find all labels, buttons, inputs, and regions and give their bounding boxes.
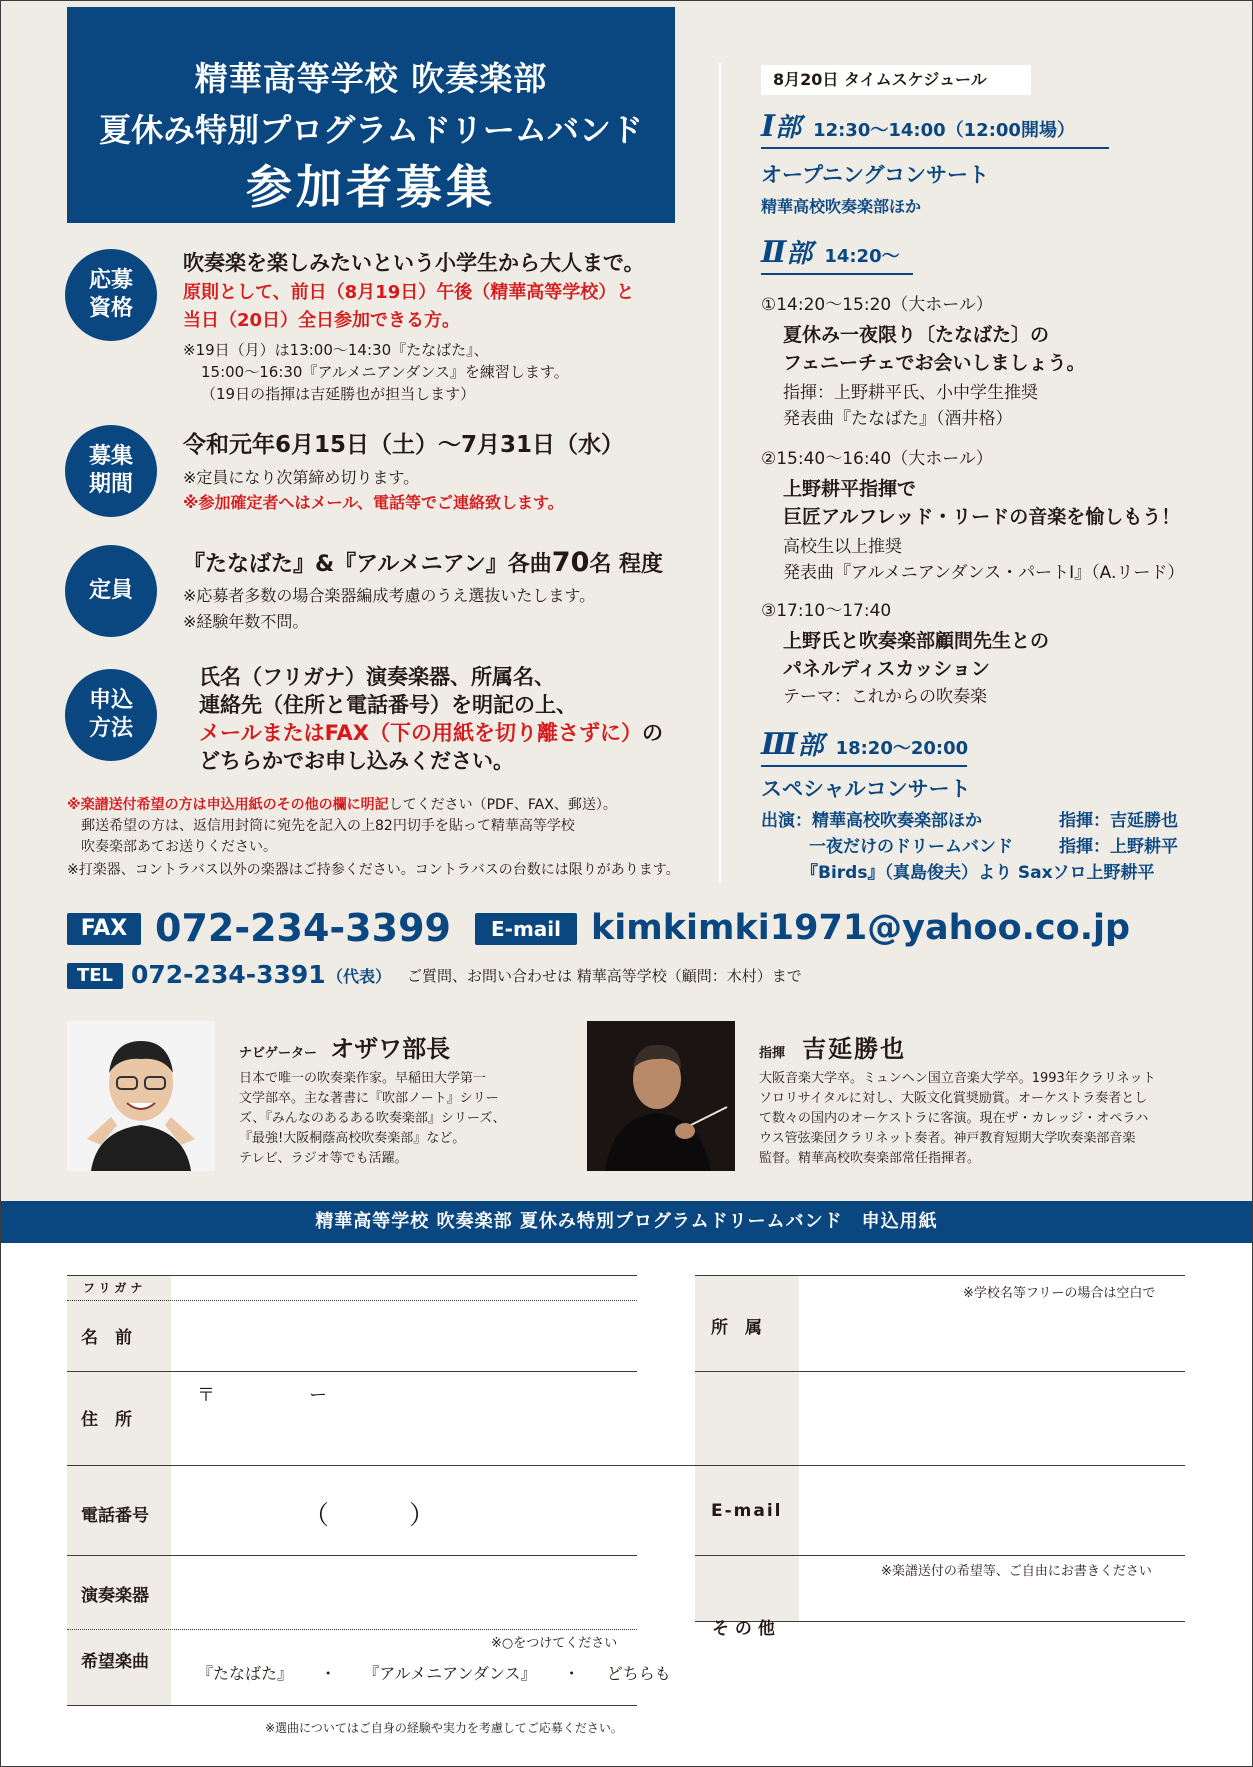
header-title: 参加者募集 (246, 160, 496, 214)
capacity-note1: ※応募者多数の場合楽器編成考慮のうえ選抜いたします。 (183, 586, 596, 605)
part1-sub: 精華高校吹奏楽部ほか (761, 197, 922, 216)
navigator-photo (67, 1021, 215, 1171)
fax-number[interactable]: 072-234-3399 (155, 906, 451, 950)
part1-bu: 部 (775, 113, 802, 143)
form-line (67, 1371, 637, 1372)
part2-time: 14:20〜 (824, 246, 900, 267)
other-input[interactable] (801, 1560, 1183, 1618)
furigana-field[interactable] (173, 1277, 633, 1299)
instrument-label: 演奏楽器 (81, 1586, 149, 1606)
other-note: ※楽譜送付の希望等、ご自由にお書きください (881, 1564, 1152, 1579)
session2-detail2: 発表曲『アルメニアンダンス・パートⅠ』（A.リード） (783, 563, 1185, 583)
email-label: E-mail (475, 913, 577, 945)
period-main: 令和元年6月15日（土）〜7月31日（水） (183, 432, 625, 458)
footnote-3: 吹奏楽部あてお送りください。 (81, 839, 277, 855)
phone-field[interactable] (173, 1469, 633, 1553)
tel-number[interactable]: 072-234-3391 (131, 960, 326, 989)
name-field[interactable] (173, 1303, 633, 1369)
part2-bu: 部 (786, 239, 813, 269)
tel-label: TEL (67, 963, 123, 989)
piece-option-separator: ・ (320, 1664, 337, 1683)
application-form (1, 1243, 1252, 1766)
navigator-name: オザワ部長 (330, 1034, 451, 1063)
navigator-bio3: ズ、『みんなのあるある吹奏楽部』シリーズ、 (239, 1111, 506, 1126)
address-label: 住 所 (81, 1410, 132, 1430)
part2-roman: Ⅱ (761, 235, 787, 270)
eligibility-note1: ※19日（月）は13:00〜14:30『たなばた』、 (183, 341, 489, 359)
eligibility-note3: （19日の指揮は吉延勝也が担当します） (201, 385, 476, 403)
capacity-main-post: 名 程度 (589, 552, 664, 577)
footnote-4: ※打楽器、コントラバス以外の楽器はご持参ください。コントラバスの台数には限りがあります。 (67, 862, 680, 878)
address-field[interactable] (173, 1375, 1183, 1463)
selection-note: ※選曲についてはご自身の経験や実力を考慮してご応募ください。 (265, 1721, 623, 1735)
capacity-note2: ※経験年数不問。 (183, 612, 309, 631)
part3-line1a: 出演：精華高校吹奏楽部ほか (761, 811, 982, 831)
session1-title2: フェニーチェでお会いしましょう。 (783, 352, 1086, 374)
apply-badge (65, 669, 157, 761)
conductor-heading (759, 1029, 906, 1064)
navigator-bio5: テレビ、ラジオ等でも活躍。 (239, 1151, 408, 1166)
form-line (67, 1465, 1185, 1466)
period-badge (65, 425, 157, 517)
piece-option-separator: ・ (563, 1664, 580, 1683)
tel-note: （代表） (327, 967, 392, 986)
piece-label: 希望楽曲 (81, 1652, 149, 1672)
conductor-bio2: ソロリサイタルに対し、大阪文化賞奨励賞。オーケストラ奏者とし (759, 1091, 1148, 1106)
furigana-label: フリガナ (83, 1281, 147, 1295)
session2-detail1: 高校生以上推奨 (783, 537, 902, 557)
eligibility-badge-bottom: 資格 (88, 296, 133, 321)
part3-heading (761, 725, 967, 767)
form-line (67, 1555, 637, 1556)
header-line2: 夏休み特別プログラムドリームバンド (99, 111, 643, 149)
apply-line4: どちらかでお申し込みください。 (199, 749, 514, 773)
form-dotted-line (67, 1300, 637, 1301)
apply-line1: 氏名（フリガナ）演奏楽器、所属名、 (199, 665, 555, 689)
form-line (695, 1555, 1185, 1556)
instrument-field[interactable] (173, 1559, 633, 1627)
postal-mark: 〒 (197, 1385, 215, 1406)
capacity-main (183, 549, 663, 579)
inquiry-text: ご質問、お問い合わせは 精華高等学校（顧問：木村）まで (407, 967, 802, 985)
affiliation-label: 所 属 (711, 1318, 762, 1338)
session3-time: ③17:10〜17:40 (761, 601, 892, 621)
email-address[interactable]: kimkimki1971@yahoo.co.jp (591, 908, 1131, 948)
period-badge-top: 募集 (88, 444, 133, 469)
period-note1: ※定員になり次第締め切ります。 (183, 468, 420, 487)
form-line (695, 1371, 1185, 1372)
navigator-heading (239, 1029, 450, 1064)
footnote-2: 郵送希望の方は、返信用封筒に宛先を記入の上82円切手を貼って精華高等学校 (81, 818, 575, 834)
navigator-bio2: 文学部卒。主な著書に『吹部ノート』シリー (239, 1091, 499, 1106)
part3-time: 18:20〜20:00 (835, 738, 969, 759)
piece-option-armenian[interactable]: 『アルメニアンダンス』 (363, 1664, 537, 1683)
part1-heading (761, 107, 1109, 149)
part1-time: 12:30〜14:00（12:00開場） (813, 120, 1075, 141)
schedule-label: 8月20日 タイムスケジュール (761, 65, 1031, 95)
form-line (67, 1275, 637, 1276)
piece-note: ※○をつけてください (491, 1636, 618, 1651)
capacity-badge (65, 545, 157, 637)
form-title-bar: 精華高等学校 吹奏楽部 夏休み特別プログラムドリームバンド 申込用紙 (1, 1201, 1252, 1243)
piece-option-tanabata[interactable]: 『たなばた』 (197, 1664, 294, 1683)
eligibility-red2: 当日（20日）全日参加できる方。 (183, 310, 461, 331)
session1-detail2: 発表曲『たなばた』（酒井格） (783, 409, 1013, 429)
footnote-1-post: してください（PDF、FAX、郵送）。 (388, 797, 617, 813)
session3-detail1: テーマ：これからの吹奏楽 (783, 687, 987, 707)
period-badge-bottom: 期間 (88, 472, 133, 497)
conductor-role: 指揮 (759, 1046, 786, 1061)
session2-title2: 巨匠アルフレッド・リードの音楽を愉しもう！ (783, 506, 1181, 528)
part3-title: スペシャルコンサート (761, 777, 971, 801)
capacity-badge-label: 定員 (88, 578, 133, 603)
part3-line3: 『Birds』（真島俊夫）より Saxソロ上野耕平 (801, 863, 1155, 883)
apply-line3-red: メールまたはFAX（下の用紙を切り離さずに） (199, 721, 642, 745)
eligibility-badge-top: 応募 (88, 268, 133, 293)
session3-title2: パネルディスカッション (783, 658, 990, 680)
eligibility-main: 吹奏楽を楽しみたいという小学生から大人まで。 (183, 251, 645, 275)
capacity-number: 70 (551, 547, 590, 578)
navigator-bio1: 日本で唯一の吹奏楽作家。早稲田大学第一 (239, 1071, 487, 1086)
conductor-bio3: て数々の国内のオーケストラに客演。現在ザ・カレッジ・オペラハ (759, 1111, 1149, 1126)
apply-badge-top: 申込 (88, 688, 133, 713)
period-note2: ※参加確定者へはメール、電話等でご連絡致します。 (183, 493, 564, 512)
phone-label: 電話番号 (81, 1506, 149, 1526)
phone-paren-close: ） (409, 1501, 436, 1531)
session1-title1: 夏休み一夜限り〔たなばた〕の (783, 324, 1050, 346)
phone-paren-open: （ (303, 1501, 330, 1531)
capacity-main-pre: 『たなばた』&『アルメニアン』各曲 (183, 552, 552, 577)
footnote-1-red: ※楽譜送付希望の方は申込用紙のその他の欄に明記 (67, 797, 389, 813)
part2-heading (761, 233, 913, 275)
session1-time: ①14:20〜15:20（大ホール） (761, 295, 993, 315)
apply-line3 (199, 719, 663, 747)
conductor-bio5: 監督。精華高校吹奏楽部常任指揮者。 (759, 1151, 981, 1166)
part3-line2b: 指揮：上野耕平 (1059, 837, 1178, 857)
name-label: 名 前 (81, 1328, 132, 1348)
piece-option-both[interactable]: どちらも (606, 1664, 671, 1683)
other-label: そ の 他 (712, 1619, 775, 1639)
conductor-name: 吉延勝也 (802, 1034, 907, 1063)
eligibility-badge (65, 249, 157, 341)
eligibility-red1: 原則として、前日（8月19日）午後（精華高等学校）と (183, 282, 635, 303)
navigator-portrait-icon (67, 1021, 215, 1171)
conductor-bio4: ウス管弦楽団クラリネット奏者。神戸教育短期大学吹奏楽部音楽 (759, 1131, 1136, 1146)
session3-title1: 上野氏と吹奏楽部顧問先生との (783, 630, 1050, 652)
header-line1: 精華高等学校 吹奏楽部 (194, 59, 548, 98)
part3-line2a: 一夜だけのドリームバンド (809, 837, 1013, 857)
conductor-bio1: 大阪音楽大学卒。ミュンヘン国立音楽大学卒。1993年クラリネット (759, 1071, 1156, 1086)
part1-title: オープニングコンサート (761, 163, 990, 187)
conductor-portrait-icon (587, 1021, 735, 1171)
apply-line2: 連絡先（住所と電話番号）を明記の上、 (199, 693, 577, 717)
postal-dash: ー (309, 1385, 327, 1406)
piece-options (197, 1661, 671, 1684)
navigator-bio4: 『最強!大阪桐蔭高校吹奏楽部』など。 (239, 1131, 466, 1146)
apply-badge-bottom: 方法 (88, 716, 133, 741)
apply-line3-post: の (641, 721, 663, 745)
eligibility-note2: 15:00〜16:30『アルメニアンダンス』を練習します。 (201, 363, 569, 381)
form-line (67, 1705, 637, 1706)
email-field[interactable] (801, 1469, 1183, 1553)
affiliation-note: ※学校名等フリーの場合は空白で (963, 1286, 1156, 1301)
footnote-1 (67, 794, 617, 816)
session1-detail1: 指揮：上野耕平氏、小中学生推奨 (783, 383, 1038, 403)
session2-title1: 上野耕平指揮で (783, 478, 917, 500)
email-field-label: E-mail (711, 1501, 783, 1521)
part3-roman: Ⅲ (761, 727, 798, 762)
fax-label: FAX (67, 913, 141, 945)
column-divider (719, 63, 721, 883)
conductor-photo (587, 1021, 735, 1171)
part3-line1b: 指揮：吉延勝也 (1059, 811, 1178, 831)
form-dotted-line (67, 1629, 637, 1630)
header-banner (67, 7, 675, 223)
navigator-role: ナビゲーター (239, 1046, 318, 1061)
session2-time: ②15:40〜16:40（大ホール） (761, 449, 993, 469)
part3-bu: 部 (797, 731, 824, 761)
part1-roman: Ⅰ (761, 109, 776, 144)
affiliation-field[interactable] (801, 1301, 1183, 1369)
form-line (695, 1275, 1185, 1276)
